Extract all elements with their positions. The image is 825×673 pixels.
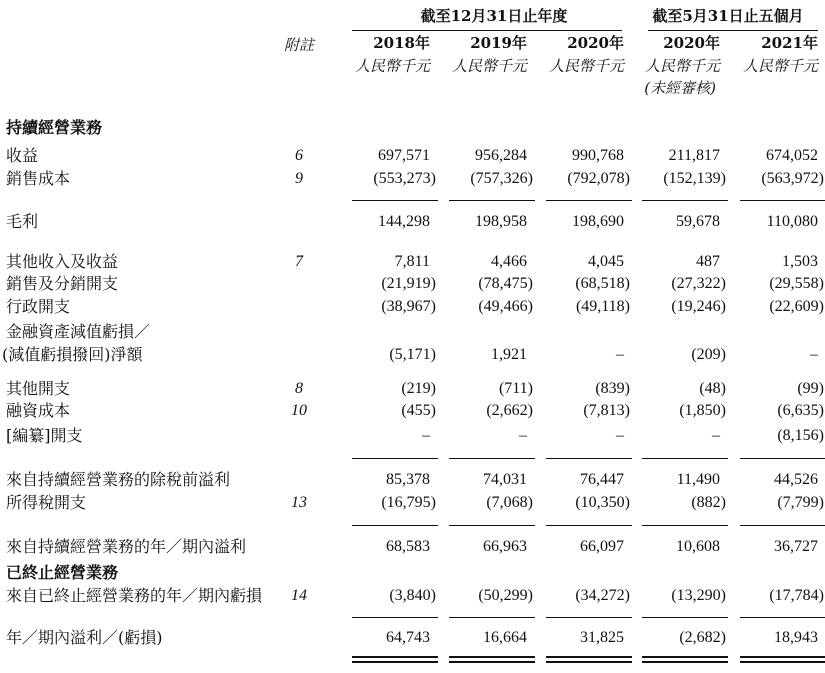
table-cell: (68,518) [575, 275, 630, 292]
total-double-rule [546, 656, 632, 658]
table-cell: 11,490 [676, 471, 720, 488]
note-column-header: 附註 [284, 36, 315, 54]
table-cell: – [519, 427, 527, 444]
table-cell: (22,609) [769, 298, 824, 315]
column-unit-1: 人民幣千元 [451, 57, 527, 75]
table-cell: (19,246) [671, 298, 726, 315]
table-cell: 211,817 [668, 147, 720, 164]
row-label: 所得稅開支 [6, 493, 87, 512]
table-cell: 990,768 [572, 147, 624, 164]
row-label: 毛利 [6, 212, 39, 231]
table-cell: (1,850) [679, 402, 726, 419]
table-cell: – [616, 427, 624, 444]
table-cell: 956,284 [475, 147, 527, 164]
column-unit-3: 人民幣千元 [644, 57, 720, 75]
row-label: 收益 [6, 146, 39, 165]
total-double-rule [449, 661, 535, 663]
table-cell: – [810, 346, 818, 363]
row-label: 行政開支 [6, 297, 71, 316]
table-cell: (219) [401, 380, 436, 397]
row-label: 其他收入及收益 [6, 252, 119, 271]
subtotal-rule [740, 200, 825, 201]
total-double-rule [449, 656, 535, 658]
column-extra-3: (未經審核) [644, 79, 716, 97]
row-label: 來自持續經營業務的除稅前溢利 [6, 470, 231, 489]
table-cell: (152,139) [663, 170, 726, 187]
table-cell: (48) [699, 380, 726, 397]
subtotal-rule [546, 617, 632, 618]
column-unit-2: 人民幣千元 [548, 57, 624, 75]
table-cell: 36,727 [774, 538, 818, 555]
row-note: 8 [295, 380, 303, 397]
table-cell: (29,558) [769, 275, 824, 292]
table-cell: (839) [595, 380, 630, 397]
column-year-4: 2021年 [761, 34, 818, 52]
table-cell: (757,326) [470, 170, 533, 187]
table-cell: 85,378 [386, 471, 430, 488]
subtotal-rule [449, 525, 535, 526]
subtotal-rule [642, 617, 728, 618]
subtotal-rule [352, 525, 438, 526]
table-cell: 110,080 [766, 213, 818, 230]
row-note: 9 [295, 170, 303, 187]
subtotal-rule [449, 458, 535, 459]
row-label: 持續經營業務 [6, 118, 103, 137]
table-cell: (17,784) [769, 587, 824, 604]
table-cell: (2,682) [679, 629, 726, 646]
table-cell: 4,045 [588, 253, 624, 270]
table-cell: 59,678 [676, 213, 720, 230]
table-cell: 31,825 [580, 629, 624, 646]
table-cell: 74,031 [483, 471, 527, 488]
table-cell: (2,662) [486, 402, 533, 419]
table-cell: (7,813) [583, 402, 630, 419]
table-cell: (50,299) [478, 587, 533, 604]
table-cell: (563,972) [761, 170, 824, 187]
table-cell: 1,503 [782, 253, 818, 270]
table-cell: 4,466 [491, 253, 527, 270]
table-cell: (455) [401, 402, 436, 419]
row-label: 銷售成本 [6, 169, 71, 188]
table-cell: (49,118) [575, 298, 630, 315]
table-cell: 198,958 [475, 213, 527, 230]
column-year-1: 2019年 [470, 34, 527, 52]
subtotal-rule [642, 200, 728, 201]
table-cell: (21,919) [381, 275, 436, 292]
column-year-2: 2020年 [567, 34, 624, 52]
row-label: 年／期內溢利／(虧損) [6, 628, 163, 647]
table-cell: – [422, 427, 430, 444]
table-cell: 7,811 [394, 253, 430, 270]
table-cell: (711) [498, 380, 533, 397]
total-double-rule [740, 656, 825, 658]
table-cell: (8,156) [777, 427, 824, 444]
subtotal-rule [740, 458, 825, 459]
table-cell: 66,097 [580, 538, 624, 555]
group-underline-year [352, 30, 622, 31]
group-title-period: 截至5月31日止五個月 [652, 7, 804, 25]
row-label: 已終止經營業務 [6, 563, 119, 582]
row-label: 融資成本 [6, 401, 71, 420]
table-cell: (99) [797, 380, 824, 397]
table-cell: (34,272) [575, 587, 630, 604]
table-cell: (7,068) [486, 494, 533, 511]
subtotal-rule [642, 525, 728, 526]
total-double-rule [352, 656, 438, 658]
row-label: 銷售及分銷開支 [6, 274, 119, 293]
subtotal-rule [740, 617, 825, 618]
column-year-0: 2018年 [373, 34, 430, 52]
column-unit-4: 人民幣千元 [742, 57, 818, 75]
table-cell: (3,840) [389, 587, 436, 604]
row-label: 來自持續經營業務的年／期內溢利 [6, 537, 247, 556]
table-cell: 64,743 [386, 629, 430, 646]
table-cell: 68,583 [386, 538, 430, 555]
table-cell: (27,322) [671, 275, 726, 292]
row-label: 其他開支 [6, 379, 71, 398]
table-cell: (10,350) [575, 494, 630, 511]
subtotal-rule [546, 458, 632, 459]
subtotal-rule [352, 458, 438, 459]
table-cell: 697,571 [378, 147, 430, 164]
table-cell: 10,608 [676, 538, 720, 555]
table-cell: (6,635) [777, 402, 824, 419]
column-year-3: 2020年 [663, 34, 720, 52]
row-note: 13 [291, 494, 307, 511]
total-double-rule [352, 661, 438, 663]
table-cell: – [616, 346, 624, 363]
table-cell: (49,466) [478, 298, 533, 315]
subtotal-rule [352, 200, 438, 201]
row-label: (減值虧損撥回)淨額 [2, 345, 143, 364]
table-cell: 16,664 [483, 629, 527, 646]
table-cell: (78,475) [478, 275, 533, 292]
table-cell: 18,943 [774, 629, 818, 646]
table-cell: 674,052 [766, 147, 818, 164]
table-cell: 76,447 [580, 471, 624, 488]
table-cell: (882) [691, 494, 726, 511]
row-note: 6 [295, 147, 303, 164]
table-cell: 144,298 [378, 213, 430, 230]
total-double-rule [740, 661, 825, 663]
group-title-year: 截至12月31日止年度 [420, 7, 568, 25]
subtotal-rule [642, 458, 728, 459]
table-cell: (7,799) [777, 494, 824, 511]
row-label: [編纂]開支 [6, 426, 83, 445]
row-note: 14 [291, 587, 307, 604]
row-label: 來自已終止經營業務的年／期內虧損 [6, 586, 263, 605]
row-note: 7 [295, 253, 303, 270]
group-underline-period [648, 30, 818, 31]
total-double-rule [546, 661, 632, 663]
row-label: 金融資產減值虧損／ [6, 322, 151, 341]
table-cell: (16,795) [381, 494, 436, 511]
row-note: 10 [291, 402, 307, 419]
table-cell: (553,273) [373, 170, 436, 187]
table-cell: 1,921 [491, 346, 527, 363]
subtotal-rule [546, 200, 632, 201]
table-cell: (792,078) [567, 170, 630, 187]
subtotal-rule [449, 200, 535, 201]
column-unit-0: 人民幣千元 [354, 57, 430, 75]
subtotal-rule [546, 525, 632, 526]
table-cell: (13,290) [671, 587, 726, 604]
total-double-rule [642, 661, 728, 663]
total-double-rule [642, 656, 728, 658]
table-cell: 487 [696, 253, 720, 270]
table-cell: – [712, 427, 720, 444]
table-cell: 66,963 [483, 538, 527, 555]
table-cell: (209) [691, 346, 726, 363]
subtotal-rule [449, 617, 535, 618]
table-cell: (5,171) [389, 346, 436, 363]
table-cell: 198,690 [572, 213, 624, 230]
subtotal-rule [352, 617, 438, 618]
table-cell: (38,967) [381, 298, 436, 315]
subtotal-rule [740, 525, 825, 526]
table-cell: 44,526 [774, 471, 818, 488]
